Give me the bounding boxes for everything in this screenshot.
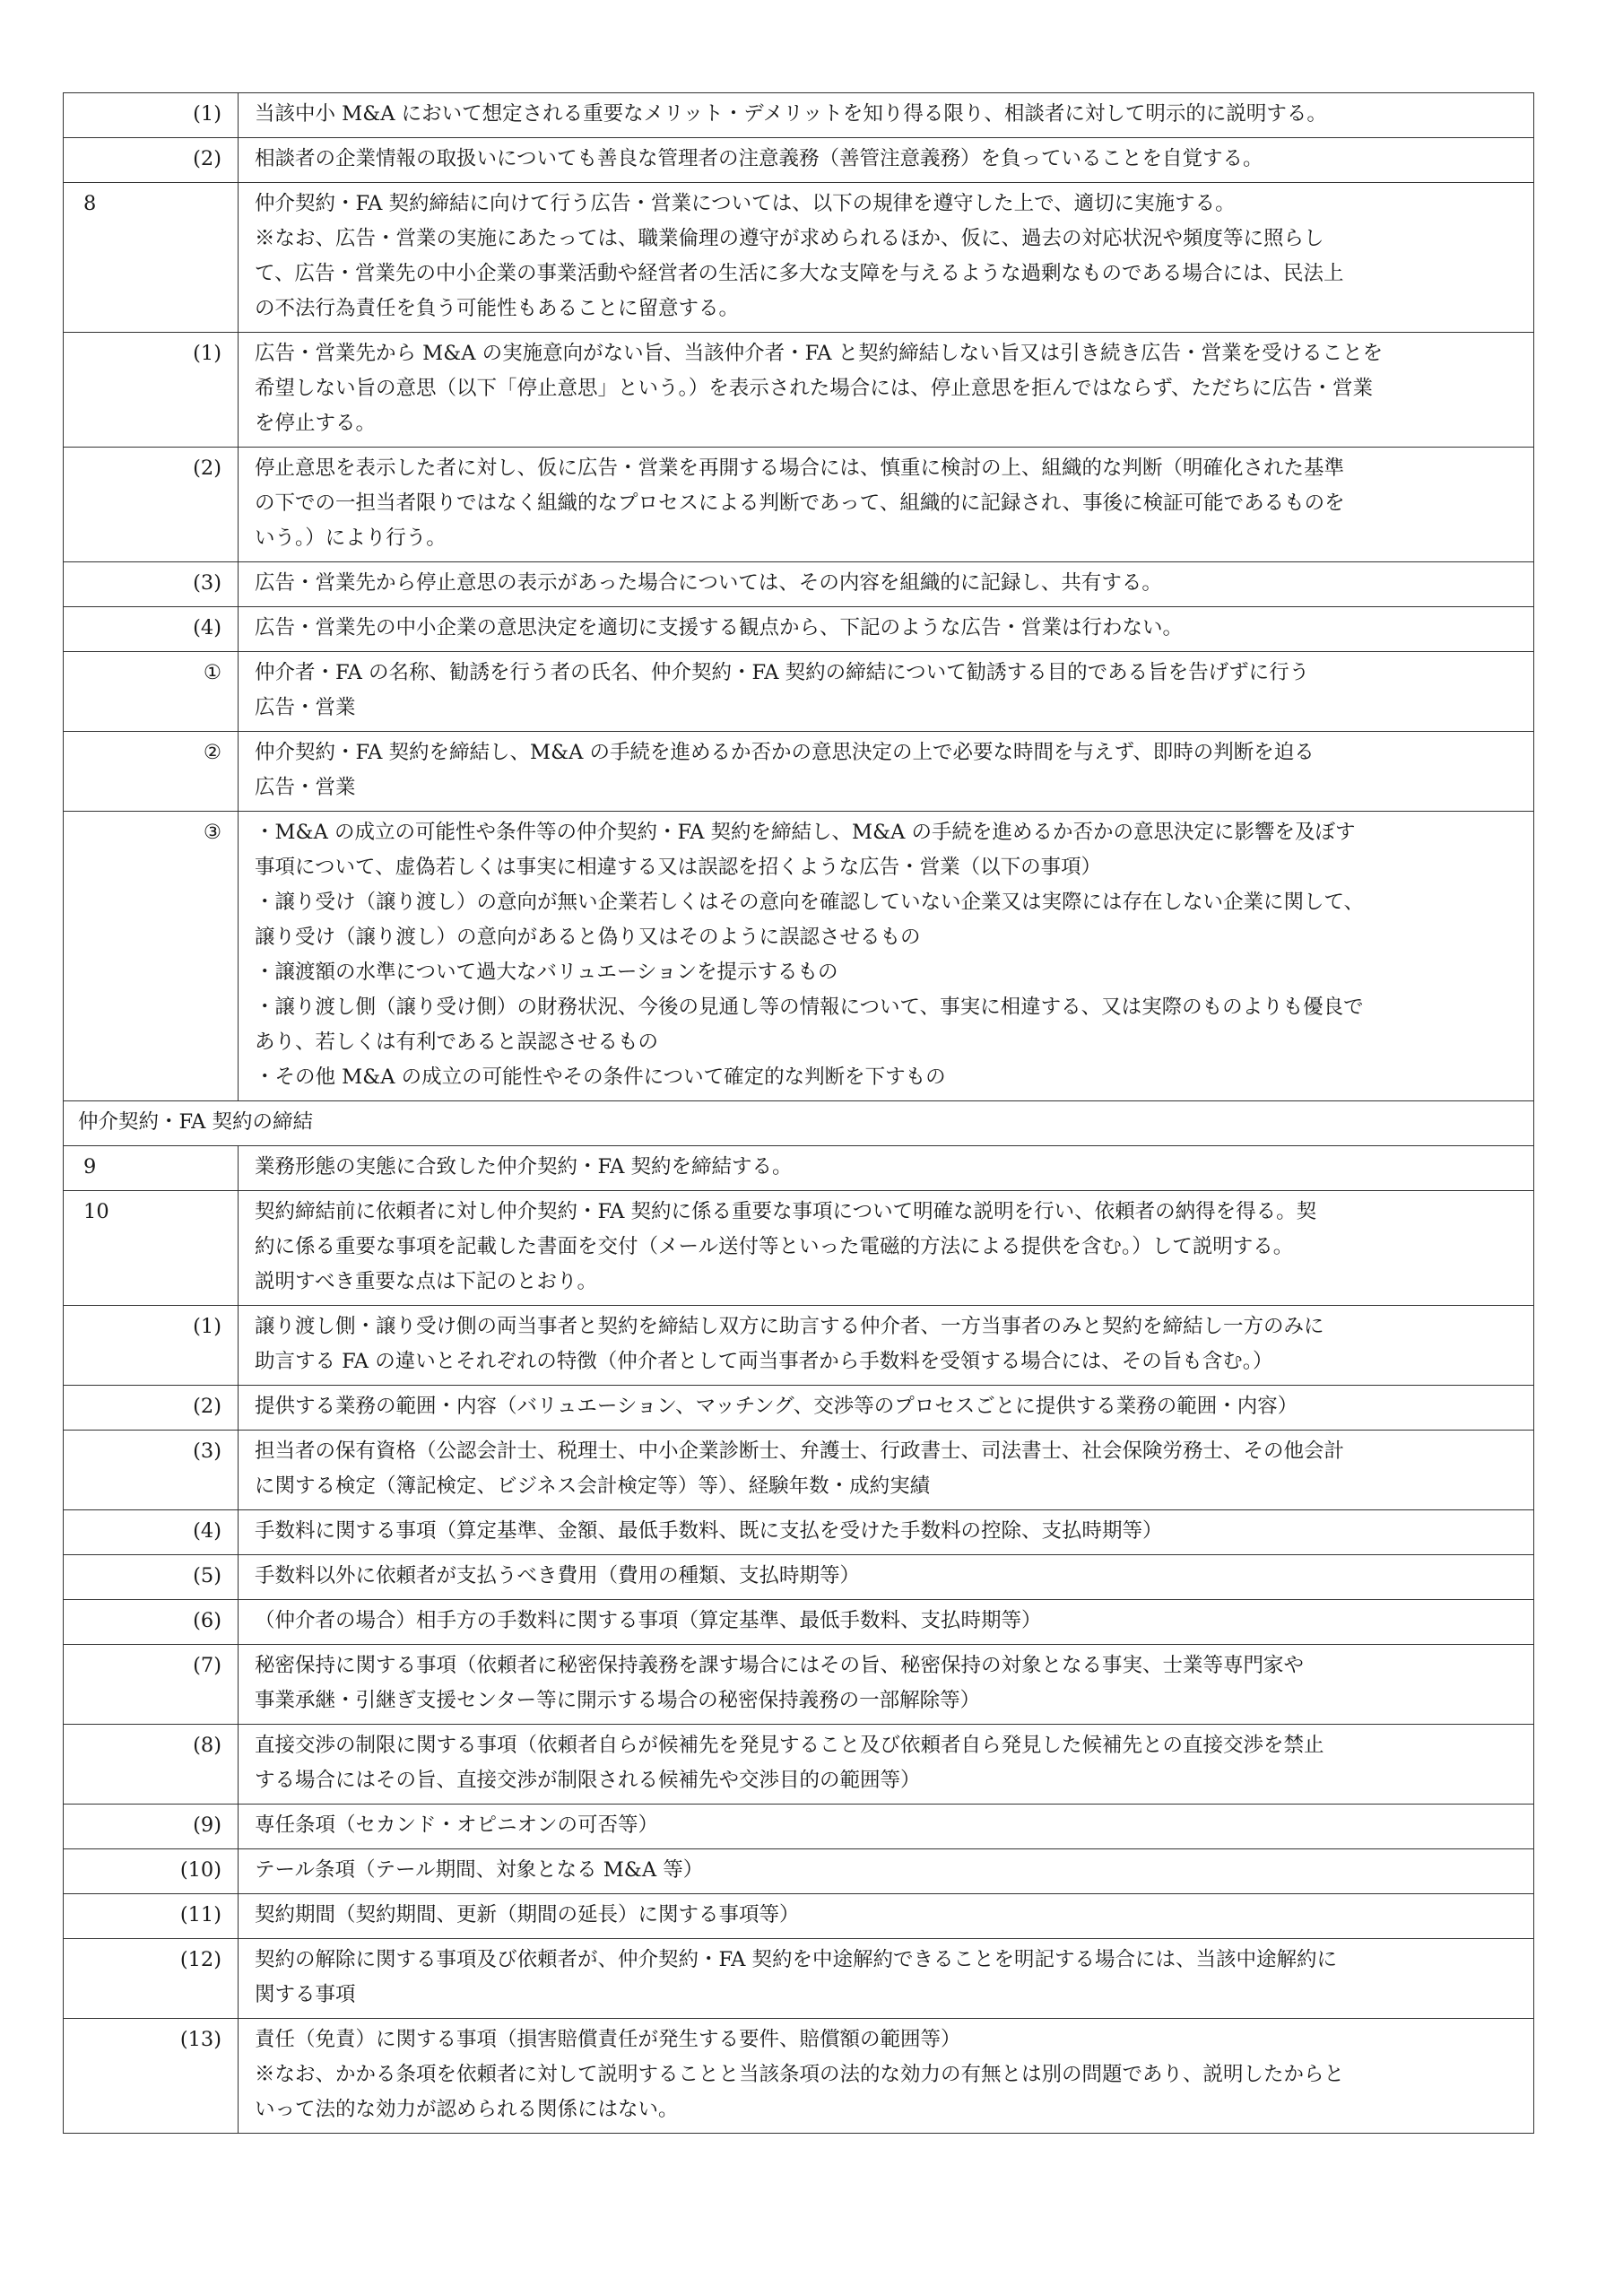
text-line: を停止する。: [255, 412, 377, 435]
text-line: 相談者の企業情報の取扱いについても善良な管理者の注意義務（善管注意義務）を負っていることを自覚する。: [255, 147, 1263, 170]
item-text: [239, 1849, 1534, 1894]
text-line: 契約の解除に関する事項及び依頼者が、仲介契約・FA 契約を中途解約できることを明記する場合には、当該中途解約に: [255, 1948, 1338, 1971]
sub-item-label: (4): [64, 1510, 239, 1555]
text-line: に関する検定（簿記検定、ビジネス会計検定等）等）、経験年数・成約実績: [255, 1474, 931, 1498]
text-line: 専任条項（セカンド・オピニオンの可否等）: [255, 1813, 659, 1837]
sub-item-label: (5): [64, 1555, 239, 1600]
table-row: [64, 1431, 1534, 1510]
text-line: 説明すべき重要な点は下記のとおり。: [255, 1270, 598, 1293]
section-title-text: 仲介契約・FA 契約の締結: [78, 1110, 314, 1134]
sub-item-label: ③: [64, 812, 239, 1101]
sub-item-label: (10): [64, 1849, 239, 1894]
table-row: [64, 1894, 1534, 1939]
sub-item-label: (4): [64, 607, 239, 652]
text-line: 手数料に関する事項（算定基準、金額、最低手数料、既に支払を受けた手数料の控除、支払時期等）: [255, 1519, 1163, 1543]
table-row: [64, 812, 1534, 1101]
sub-item-label: (9): [64, 1805, 239, 1849]
table-row: [64, 93, 1534, 138]
text-line: （仲介者の場合）相手方の手数料に関する事項（算定基準、最低手数料、支払時期等）: [255, 1609, 1042, 1632]
text-line: 広告・営業: [255, 776, 356, 799]
text-line: あり、若しくは有利であると誤認させるもの: [255, 1031, 659, 1054]
sub-item-label: (2): [64, 138, 239, 183]
item-text: [239, 1510, 1534, 1555]
text-line: ・譲り受け（譲り渡し）の意向が無い企業若しくはその意向を確認していない企業又は実際には存在しない企業に関して、: [255, 891, 1365, 914]
item-text: [239, 1146, 1534, 1191]
sub-item-label: (11): [64, 1894, 239, 1939]
text-line: いって法的な効力が認められる関係にはない。: [255, 2098, 679, 2121]
text-line: 仲介契約・FA 契約締結に向けて行う広告・営業については、以下の規律を遵守した上で、適切に実施する。: [255, 192, 1236, 215]
item-text: [239, 1600, 1534, 1645]
item-text: [239, 1191, 1534, 1306]
item-text: [239, 2019, 1534, 2134]
table-row: [64, 1725, 1534, 1805]
text-line: 広告・営業先から停止意思の表示があった場合については、その内容を組織的に記録し、共有する。: [255, 571, 1162, 595]
item-text: [239, 812, 1534, 1101]
sub-item-label: (7): [64, 1645, 239, 1725]
text-line: 助言する FA の違いとそれぞれの特徴（仲介者として両当事者から手数料を受領する場合には、その旨も含む。）: [255, 1350, 1273, 1373]
table-row: [64, 2019, 1534, 2134]
text-line: 業務形態の実態に合致した仲介契約・FA 契約を締結する。: [255, 1155, 793, 1178]
text-line: の不法行為責任を負う可能性もあることに留意する。: [255, 297, 740, 320]
item-text: [239, 1555, 1534, 1600]
table-row: [64, 1849, 1534, 1894]
item-text: [239, 1894, 1534, 1939]
item-text: [239, 448, 1534, 562]
sub-item-label: (6): [64, 1600, 239, 1645]
sub-item-label: ①: [64, 652, 239, 732]
text-line: 広告・営業: [255, 696, 356, 719]
text-line: 譲り渡し側・譲り受け側の両当事者と契約を締結し双方に助言する仲介者、一方当事者のみと契約を締結し一方のみに: [255, 1315, 1324, 1338]
item-text: [239, 138, 1534, 183]
item-number: 9: [64, 1146, 239, 1191]
text-line: ※なお、かかる条項を依頼者に対して説明することと当該条項の法的な効力の有無とは別の問題であり、説明したからと: [255, 2063, 1345, 2086]
text-line: 仲介契約・FA 契約を締結し、M&A の手続を進めるか否かの意思決定の上で必要な時間を与えず、即時の判断を迫る: [255, 741, 1315, 764]
table-row: [64, 1600, 1534, 1645]
sub-item-label: (3): [64, 562, 239, 607]
text-line: 停止意思を表示した者に対し、仮に広告・営業を再開する場合には、慎重に検討の上、組織的な判断（明確化された基準: [255, 457, 1345, 480]
text-line: 事項について、虚偽若しくは事実に相違する又は誤認を招くような広告・営業（以下の事項）: [255, 856, 1102, 879]
table-row: [64, 1146, 1534, 1191]
text-line: ・譲渡額の水準について過大なバリュエーションを提示するもの: [255, 961, 838, 984]
table-row: [64, 562, 1534, 607]
text-line: 希望しない旨の意思（以下「停止意思」という。）を表示された場合には、停止意思を拒んではならず、ただちに広告・営業: [255, 377, 1373, 400]
table-row: [64, 138, 1534, 183]
item-text: [239, 1939, 1534, 2019]
table-row: [64, 652, 1534, 732]
text-line: て、広告・営業先の中小企業の事業活動や経営者の生活に多大な支障を与えるような過剰なものである場合には、民法上: [255, 262, 1344, 285]
table-body: [64, 93, 1534, 2134]
text-line: する場合にはその旨、直接交渉が制限される候補先や交渉目的の範囲等）: [255, 1769, 921, 1792]
sub-item-label: (12): [64, 1939, 239, 2019]
sub-item-label: (1): [64, 333, 239, 448]
sub-item-label: (3): [64, 1431, 239, 1510]
item-text: [239, 1805, 1534, 1849]
text-line: 譲り受け（譲り渡し）の意向があると偽り又はそのように誤認させるもの: [255, 926, 921, 949]
table-row: [64, 1510, 1534, 1555]
table-row: [64, 1939, 1534, 2019]
item-text: [239, 183, 1534, 333]
sub-item-label: (1): [64, 93, 239, 138]
text-line: 担当者の保有資格（公認会計士、税理士、中小企業診断士、弁護士、行政書士、司法書士、社会保険労務士、その他会計: [255, 1439, 1345, 1463]
table-row: [64, 1306, 1534, 1386]
table-row: [64, 1805, 1534, 1849]
item-text: [239, 1386, 1534, 1431]
item-number: 8: [64, 183, 239, 333]
text-line: ・その他 M&A の成立の可能性やその条件について確定的な判断を下すもの: [255, 1065, 946, 1089]
text-line: いう。）により行う。: [255, 526, 447, 550]
sub-item-label: ②: [64, 732, 239, 812]
table-row: [64, 448, 1534, 562]
text-line: 責任（免責）に関する事項（損害賠償責任が発生する要件、賠償額の範囲等）: [255, 2028, 961, 2051]
table-row: [64, 1386, 1534, 1431]
text-line: 関する事項: [255, 1983, 356, 2006]
section-title: [64, 1101, 1534, 1146]
text-line: 提供する業務の範囲・内容（バリュエーション、マッチング、交渉等のプロセスごとに提供する業務の範囲・内容）: [255, 1395, 1298, 1418]
text-line: ・譲り渡し側（譲り受け側）の財務状況、今後の見通し等の情報について、事実に相違する、又は実際のものよりも優良で: [255, 996, 1364, 1019]
text-line: 契約期間（契約期間、更新（期間の延長）に関する事項等）: [255, 1903, 800, 1926]
item-number: 10: [64, 1191, 239, 1306]
sub-item-label: (2): [64, 1386, 239, 1431]
item-text: [239, 1725, 1534, 1805]
text-line: 広告・営業先から M&A の実施意向がない旨、当該仲介者・FA と契約締結しない旨又は引き続き広告・営業を受けることを: [255, 342, 1384, 365]
table-row: [64, 732, 1534, 812]
text-line: 事業承継・引継ぎ支援センター等に開示する場合の秘密保持義務の一部解除等）: [255, 1689, 981, 1712]
table-row: [64, 607, 1534, 652]
item-text: [239, 93, 1534, 138]
table-row: [64, 1555, 1534, 1600]
table-row: [64, 333, 1534, 448]
section-header-row: [64, 1101, 1534, 1146]
item-text: [239, 1431, 1534, 1510]
item-text: [239, 652, 1534, 732]
item-text: [239, 732, 1534, 812]
text-line: 直接交渉の制限に関する事項（依頼者自らが候補先を発見すること及び依頼者自ら発見した候補先との直接交渉を禁止: [255, 1734, 1324, 1757]
text-line: 秘密保持に関する事項（依頼者に秘密保持義務を課す場合にはその旨、秘密保持の対象となる事実、士業等専門家や: [255, 1654, 1305, 1677]
item-text: [239, 1306, 1534, 1386]
text-line: 契約締結前に依頼者に対し仲介契約・FA 契約に係る重要な事項について明確な説明を行い、依頼者の納得を得る。契: [255, 1200, 1317, 1223]
sub-item-label: (1): [64, 1306, 239, 1386]
text-line: の下での一担当者限りではなく組織的なプロセスによる判断であって、組織的に記録され、事後に検証可能であるものを: [255, 491, 1345, 515]
table-row: [64, 1191, 1534, 1306]
table-row: [64, 183, 1534, 333]
table-row: [64, 1645, 1534, 1725]
text-line: 当該中小 M&A において想定される重要なメリット・デメリットを知り得る限り、相談者に対して明示的に説明する。: [255, 102, 1327, 126]
item-text: [239, 1645, 1534, 1725]
sub-item-label: (2): [64, 448, 239, 562]
text-line: 手数料以外に依頼者が支払うべき費用（費用の種類、支払時期等）: [255, 1564, 861, 1587]
text-line: ※なお、広告・営業の実施にあたっては、職業倫理の遵守が求められるほか、仮に、過去の対応状況や頻度等に照らし: [255, 227, 1324, 250]
text-line: 約に係る重要な事項を記載した書面を交付（メール送付等といった電磁的方法による提供を含む。）して説明する。: [255, 1235, 1294, 1258]
item-text: [239, 333, 1534, 448]
text-line: ・M&A の成立の可能性や条件等の仲介契約・FA 契約を締結し、M&A の手続を進めるか否かの意思決定に影響を及ぼす: [255, 821, 1356, 844]
text-line: テール条項（テール期間、対象となる M&A 等）: [255, 1858, 704, 1882]
text-line: 広告・営業先の中小企業の意思決定を適切に支援する観点から、下記のような広告・営業は行わない。: [255, 616, 1184, 639]
sub-item-label: (8): [64, 1725, 239, 1805]
item-text: [239, 562, 1534, 607]
sub-item-label: (13): [64, 2019, 239, 2134]
guideline-table: [63, 92, 1534, 2134]
item-text: [239, 607, 1534, 652]
text-line: 仲介者・FA の名称、勧誘を行う者の氏名、仲介契約・FA 契約の締結について勧誘する目的である旨を告げずに行う: [255, 661, 1310, 684]
